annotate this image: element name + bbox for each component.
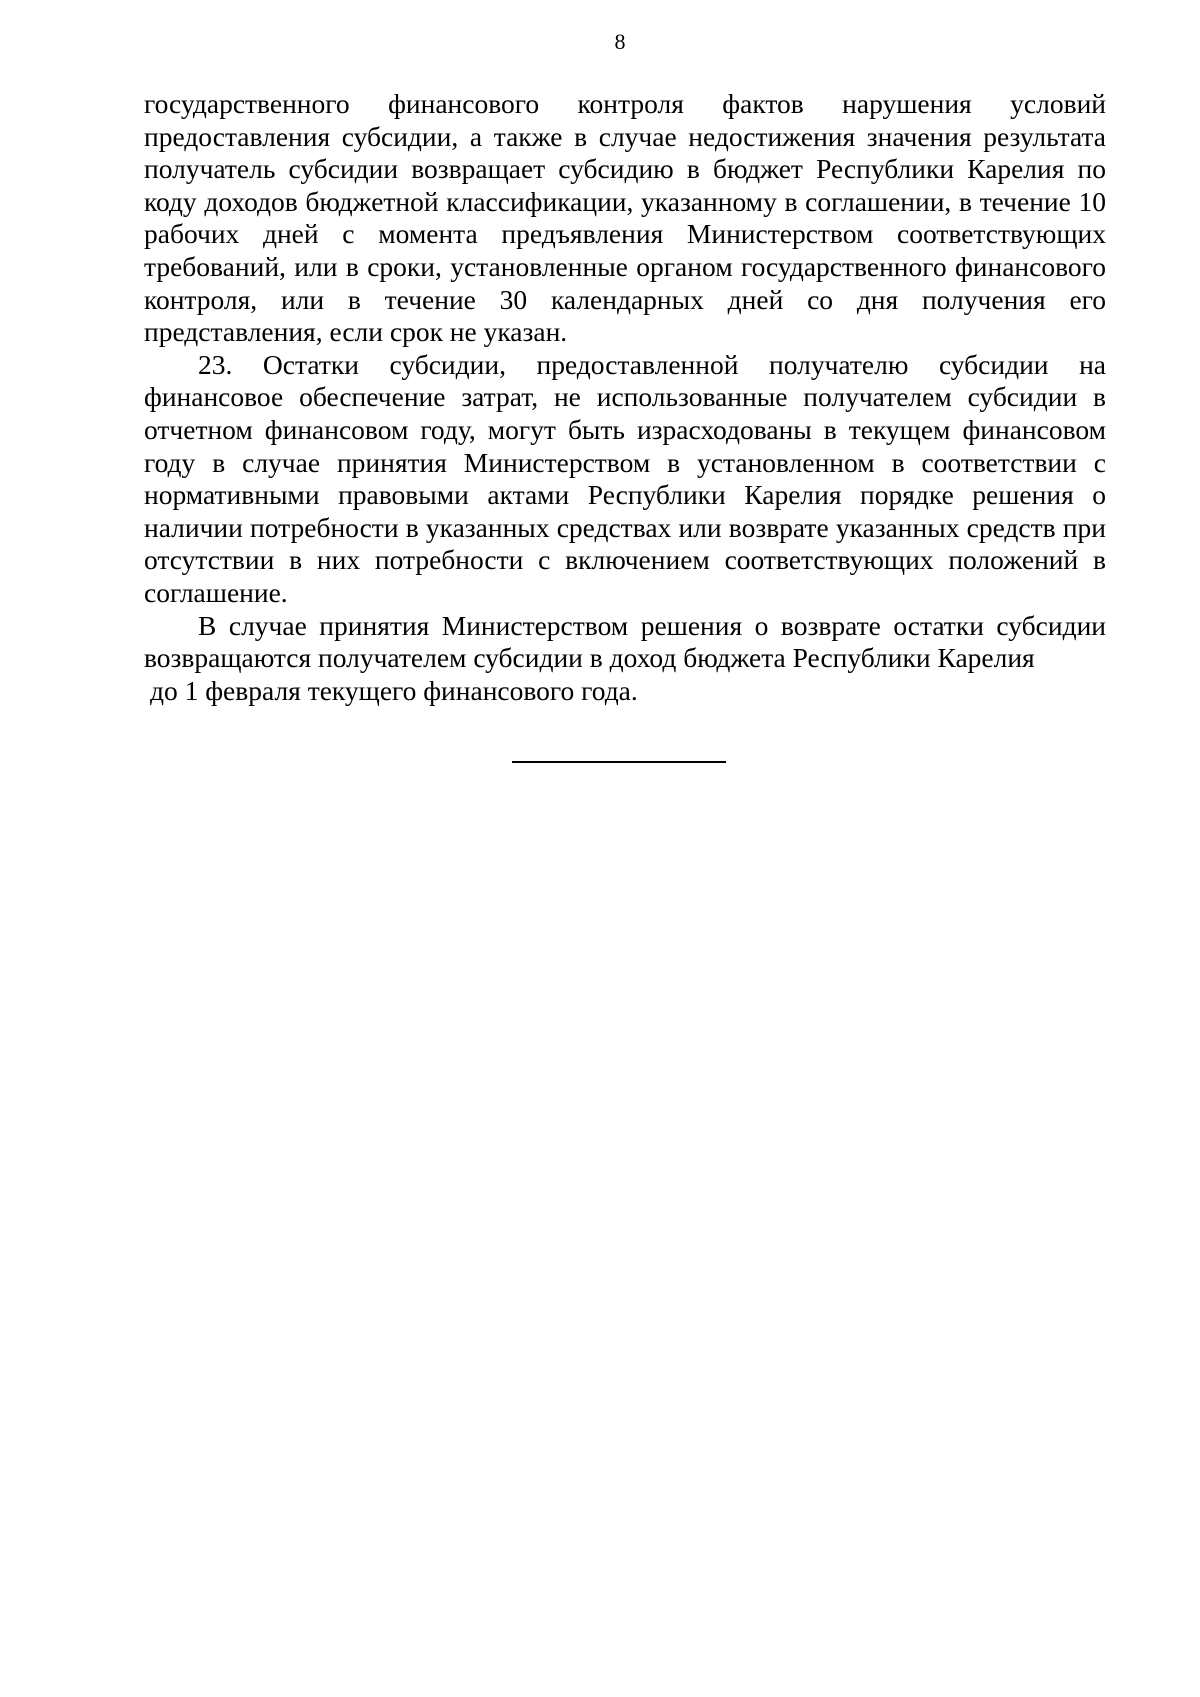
paragraph-23: 23. Остатки субсидии, предоставленной получателю субсидии на финансовое обеспечение затрат, не использованные получателем субсидии в отчетном финансовом году, могут быть израсходованы в текущем финансовом году в случае принятия Министерством в установленном в соответствии с нормативными правовыми актами Республики Карелия порядке решения о наличии потребности в указанных средствах или возврате указанных средств при отсутствии в них потребности с включением соответствующих положений в соглашение. <box>144 348 1106 608</box>
paragraph-return-deadline: до 1 февраля текущего финансового года. <box>150 674 638 706</box>
paragraph-return-remainder: В случае принятия Министерством решения о возврате остатки субсидии возвращаются получателем субсидии в доход бюджета Республики Карелия <box>144 609 1106 674</box>
end-separator-line <box>512 761 726 763</box>
page-number: 8 <box>614 29 626 54</box>
paragraph-continuation: государственного финансового контроля фактов нарушения условий предоставления субсидии, а также в случае недостижения значения результата получатель субсидии возвращает субсидию в бюджет Республики Карелия по коду доходов бюджетной классификации, указанному в соглашении, в течение 10 рабочих дней с момента предъявления Министерством соответствующих требований, или в сроки, установленные органом государственного финансового контроля, или в течение 30 календарных дней со дня получения его представления, если срок не указан. <box>144 88 1106 348</box>
document-body <box>144 88 1106 707</box>
